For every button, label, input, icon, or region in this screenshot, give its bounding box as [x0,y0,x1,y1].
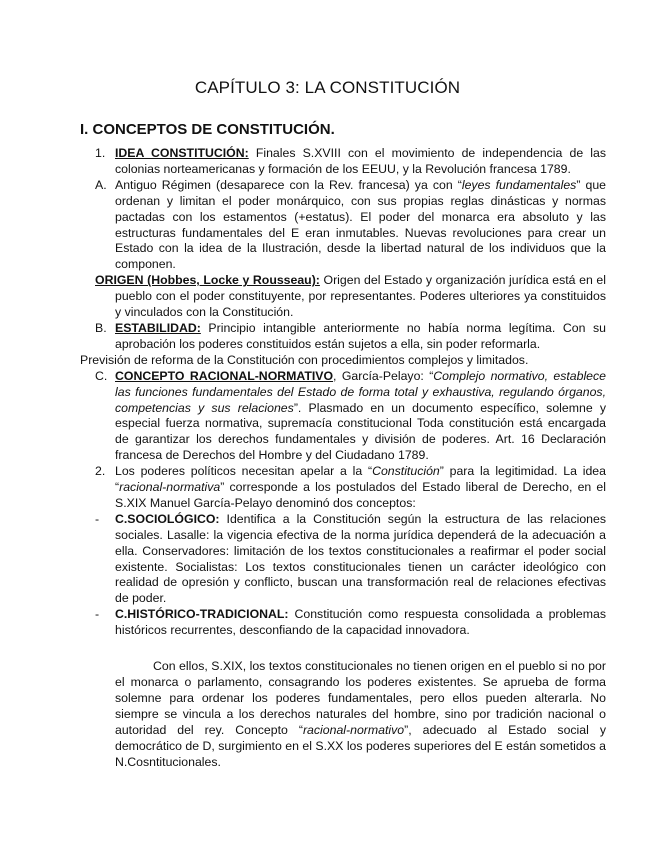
list-marker: 2. [95,464,106,479]
list-marker: B. [95,320,107,335]
paragraph-text: Antiguo Régimen (desaparece con la Rev. francesa) ya con “ [115,177,462,192]
paragraph-text: ” para la legitimidad. La idea “ [115,464,606,495]
paragraph [95,369,606,464]
list-marker: - [95,511,100,526]
paragraph-text: Con ellos, S.XIX, los textos constitucionales no tienen origen en el pueblo si no por el monarca o parlamento, consagrando los poderes existentes. Se aprueba de forma solemne para ordenar los poderes fundamentales, pero ellos pueden alterarla. No siempre se vincula a los derechos naturales del hombre, sino por tradición nacional o autoridad del rey. Concepto “ [115,659,606,737]
quoted-text: leyes fundamentales [461,177,577,192]
quoted-text: racional-normativo [302,722,405,737]
quoted-text: Complejo normativo, establece las funciones fundamentales del Estado de forma total y exhaustiva, regulando órganos, competencias y sus relaciones [115,368,607,415]
paragraph [95,321,606,353]
list-marker: - [95,607,100,622]
paragraph-text: Finales S.XVIII con el movimiento de independencia de las colonias norteamericanas y formación de los EEUU, y la Revolución francesa 1789. [115,146,606,176]
paragraph-text: ”, adecuado al Estado social y democrático de D, surgimiento en el S.XX los poderes superiores del E están sometidos a N.Cosntitucionales. [115,722,606,769]
list-marker: A. [95,177,107,192]
list-marker: C. [95,368,108,383]
document-body [80,146,607,770]
paragraph-text: ” corresponde a los postulados del Estado liberal de Derecho, en el S.XIX Manuel García-Pelayo denominó dos conceptos: [115,480,606,510]
paragraph [95,659,606,770]
quoted-text: racional-normativa [119,480,221,495]
paragraph-text: , García-Pelayo: “ [333,368,434,383]
term-label: CONCEPTO RACIONAL-NORMATIVO [115,368,334,383]
list-marker: 1. [95,146,106,160]
term-label: ESTABILIDAD: [115,320,201,335]
paragraph [95,464,606,512]
paragraph-text: Principio intangible anteriormente no había norma legítima. Con su aprobación los poderes constituidos están sujetos a ella, sin poder reformarla. [115,320,606,351]
term-label: C.HISTÓRICO-TRADICIONAL: [115,607,289,622]
paragraph [95,146,606,178]
paragraph [95,512,606,607]
paragraph-text: ”. Plasmado en un documento específico, solemne y especial fuerza normativa, supremacía constitucional Toda constitución está encargada de garantizar los derechos fundamentales y división de poderes. Art. 16 Declaración francesa de Derechos del Hombre y del Ciudadano 1789. [115,400,606,463]
paragraph [80,353,606,369]
paragraph [95,607,606,639]
term-label: ORIGEN (Hobbes, Locke y Rousseau): [95,273,320,288]
paragraph-text: Constitución como respuesta consolidada a problemas históricos recurrentes, desconfiando de la capacidad innovadora. [115,607,606,638]
paragraph [95,178,606,273]
chapter-title: CAPÍTULO 3: LA CONSTITUCIÓN [194,78,461,97]
paragraph-text: ” que ordenan y limitan el poder monárquico, con sus propias reglas dinásticas y normas pactadas con los estamentos (+estatus). El poder del monarca era absoluto y las estructuras fundamentales del E eran inmutables. Nuevas revoluciones para crear un Estado con la idea de la Ilustración, desde la libertad natural de los individuos que la componen. [115,177,606,272]
section-heading: I. CONCEPTOS DE CONSTITUCIÓN. [80,121,335,138]
paragraph [95,273,606,321]
paragraph-text: Los poderes políticos necesitan apelar a la “ [115,464,373,479]
paragraph-text: Origen del Estado y organización jurídica está en el pueblo con el poder constituyente, por representantes. Poderes ulteriores ya constituidos y vinculados con la Constitución. [115,273,606,320]
quoted-text: Constitución [372,464,440,479]
term-label: C.SOCIOLÓGICO: [115,511,220,526]
paragraph-text: Identifica a la Constitución según la estructura de las relaciones sociales. Lasalle: la vigencia efectiva de la norma jurídica dependerá de la adecuación a ella. Conservadores: limitación de los textos constitucionales a reafirmar el poder social existente. Socialistas: Los textos constitucionales tienen un carácter ideológico con realidad de opresión y conflicto, buscan una transformación real de relaciones efectivas de poder. [115,511,606,606]
term-label: IDEA CONSTITUCIÓN: [115,146,249,160]
paragraph-text: Previsión de reforma de la Constitución con procedimientos complejos y limitados. [80,352,529,367]
